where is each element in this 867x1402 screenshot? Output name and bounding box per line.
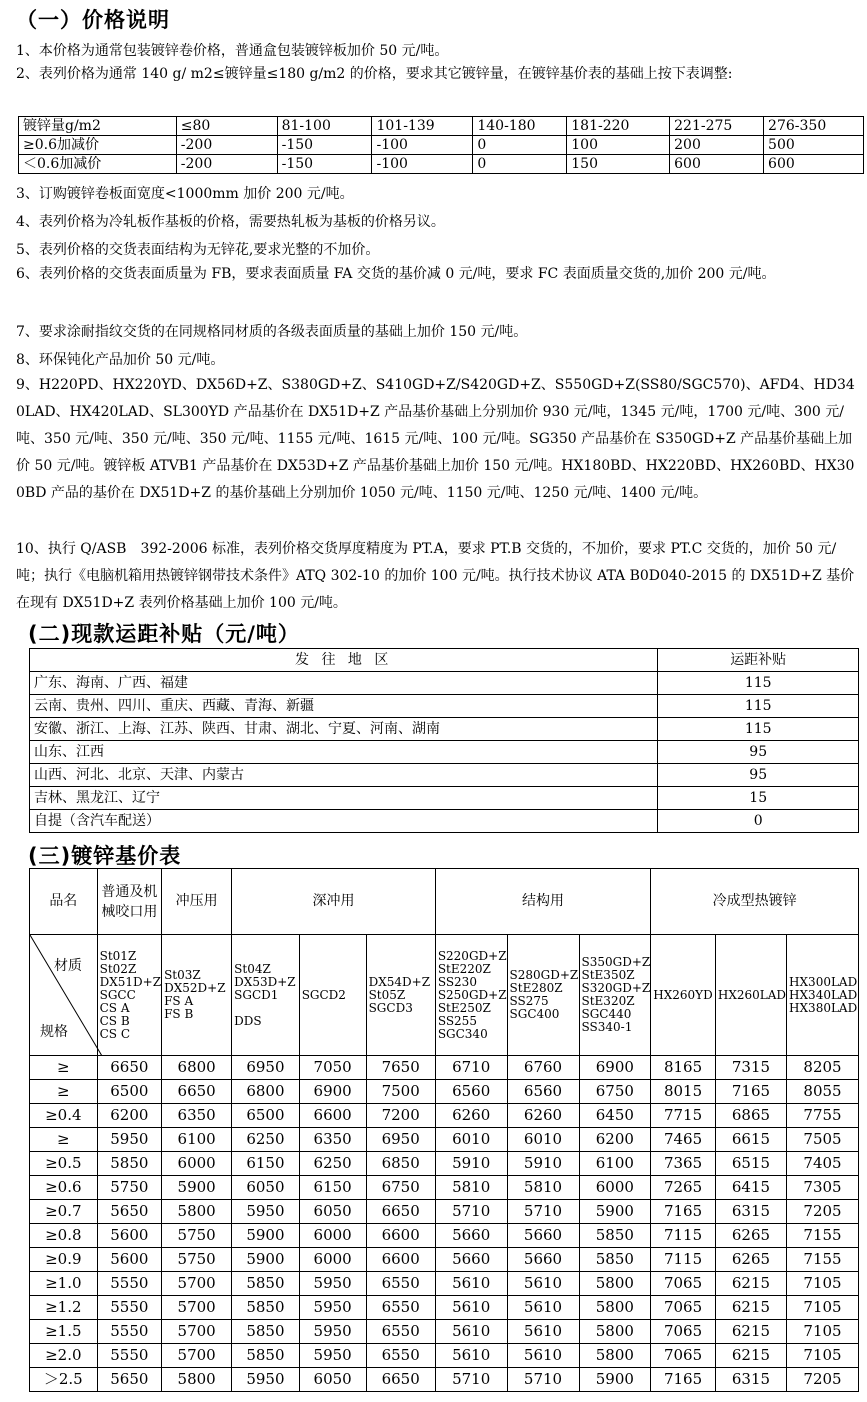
material-grade-cell: HX260LAD <box>715 935 786 1056</box>
region-cell: 云南、贵州、四川、重庆、西藏、青海、新疆 <box>30 695 658 718</box>
price-cell: 6215 <box>715 1344 786 1368</box>
price-cell: 5900 <box>232 1224 300 1248</box>
price-cell: 5660 <box>507 1224 579 1248</box>
price-cell: 6650 <box>366 1200 435 1224</box>
price-cell: 6100 <box>162 1128 232 1152</box>
thickness-cell: ≥0.7 <box>30 1200 98 1224</box>
zinc-table-cell: 0 <box>473 136 567 155</box>
header-common: 普通及机械咬口用 <box>97 869 161 935</box>
price-cell: 5610 <box>507 1320 579 1344</box>
subsidy-cell: 115 <box>658 695 859 718</box>
header-structural: 结构用 <box>435 869 650 935</box>
price-cell: 6315 <box>715 1200 786 1224</box>
price-cell: 5900 <box>232 1248 300 1272</box>
note-10: 10、执行 Q/ASB 392-2006 标准，表列价格交货厚度精度为 PT.A，要求 PT.B 交货的，不加价，要求 PT.C 交货的，加价 50 元/吨；执行《电脑机箱用热镀锌钢带技术条件》ATQ 302-10 的加价 100 元/吨。执行技术协议 ATA B0D040-2015 的 DX51D+Z 基价在现有 DX51D+Z 表列价格基础上加价 100 元/吨。 <box>16 541 855 611</box>
price-cell: 5660 <box>507 1248 579 1272</box>
price-cell: 5550 <box>97 1344 161 1368</box>
note-4: 4、表列价格为冷轧板作基板的价格，需要热轧板为基板的价格另议。 <box>16 214 445 230</box>
price-cell: 5850 <box>232 1344 300 1368</box>
section1-title: （一）价格说明 <box>16 8 170 32</box>
freight-row <box>30 741 859 764</box>
price-cell: 5610 <box>435 1344 507 1368</box>
price-cell: 5610 <box>435 1272 507 1296</box>
price-cell: 5800 <box>162 1368 232 1392</box>
price-cell: 7065 <box>651 1296 716 1320</box>
price-row <box>30 1080 859 1104</box>
region-cell: 吉林、黑龙江、辽宁 <box>30 787 658 810</box>
price-cell: 6865 <box>715 1104 786 1128</box>
thickness-cell: ≥ <box>30 1056 98 1080</box>
subsidy-cell: 95 <box>658 764 859 787</box>
price-cell: 7405 <box>787 1152 859 1176</box>
price-cell: 6215 <box>715 1272 786 1296</box>
price-cell: 7315 <box>715 1056 786 1080</box>
note-7: 7、要求涂耐指纹交货的在同规格同材质的各级表面质量的基础上加价 150 元/吨。 <box>16 324 528 340</box>
price-cell: 8165 <box>651 1056 716 1080</box>
zinc-table-cell: -150 <box>277 155 372 174</box>
zinc-table-row <box>19 155 864 174</box>
price-cell: 5950 <box>299 1344 366 1368</box>
price-cell: 5710 <box>435 1368 507 1392</box>
price-cell: 6760 <box>507 1056 579 1080</box>
header-product: 品名 <box>30 869 98 935</box>
price-cell: 6750 <box>579 1080 651 1104</box>
price-cell: 6010 <box>507 1128 579 1152</box>
subsidy-cell: 95 <box>658 741 859 764</box>
price-cell: 6200 <box>579 1128 651 1152</box>
price-cell: 7155 <box>787 1248 859 1272</box>
price-cell: 5900 <box>162 1176 232 1200</box>
price-cell: 7165 <box>651 1200 716 1224</box>
price-cell: 5750 <box>97 1176 161 1200</box>
price-cell: 6315 <box>715 1368 786 1392</box>
price-cell: 6250 <box>299 1152 366 1176</box>
price-cell: 7365 <box>651 1152 716 1176</box>
price-row <box>30 1320 859 1344</box>
price-cell: 6560 <box>507 1080 579 1104</box>
price-cell: 5650 <box>97 1200 161 1224</box>
price-cell: 5810 <box>507 1176 579 1200</box>
price-cell: 7065 <box>651 1320 716 1344</box>
price-cell: 5950 <box>232 1368 300 1392</box>
price-cell: 5660 <box>435 1224 507 1248</box>
price-cell: 5550 <box>97 1320 161 1344</box>
price-cell: 6600 <box>366 1224 435 1248</box>
zinc-table-cell: 600 <box>670 155 764 174</box>
price-cell: 6050 <box>232 1176 300 1200</box>
price-cell: 5550 <box>97 1296 161 1320</box>
price-cell: 6260 <box>435 1104 507 1128</box>
price-cell: 6500 <box>232 1104 300 1128</box>
price-cell: 6615 <box>715 1128 786 1152</box>
price-cell: 5650 <box>97 1368 161 1392</box>
zinc-table-cell: 500 <box>764 136 864 155</box>
price-cell: 5610 <box>507 1296 579 1320</box>
price-cell: 5750 <box>162 1248 232 1272</box>
price-cell: 5950 <box>97 1128 161 1152</box>
note-2: 2、表列价格为通常 140 g/ m2≤镀锌量≤180 g/m2 的价格，要求其它镀锌量，在镀锌基价表的基础上按下表调整: <box>16 66 733 82</box>
price-cell: 7165 <box>651 1368 716 1392</box>
price-cell: 6100 <box>579 1152 651 1176</box>
price-row <box>30 1368 859 1392</box>
zinc-table-cell: 0 <box>473 155 567 174</box>
price-cell: 6265 <box>715 1224 786 1248</box>
price-cell: 6200 <box>97 1104 161 1128</box>
section2-title: (二)现款运距补贴（元/吨） <box>28 622 300 646</box>
price-row <box>30 1104 859 1128</box>
region-cell: 自提（含汽车配送） <box>30 810 658 833</box>
price-cell: 7500 <box>366 1080 435 1104</box>
header-cold-formed: 冷成型热镀锌 <box>651 869 859 935</box>
header-deep-drawing: 深冲用 <box>232 869 436 935</box>
price-cell: 6000 <box>299 1248 366 1272</box>
region-cell: 安徽、浙江、上海、江苏、陕西、甘肃、湖北、宁夏、河南、湖南 <box>30 718 658 741</box>
price-cell: 6150 <box>232 1152 300 1176</box>
zinc-table-cell: 101-139 <box>372 117 473 136</box>
header-subsidy: 运距补贴 <box>658 649 859 672</box>
zinc-table-cell: -200 <box>176 155 277 174</box>
price-cell: 6450 <box>579 1104 651 1128</box>
price-cell: 6265 <box>715 1248 786 1272</box>
zinc-table-cell: 181-220 <box>567 117 670 136</box>
price-cell: 7105 <box>787 1296 859 1320</box>
price-cell: 5710 <box>507 1368 579 1392</box>
zinc-table-cell: -100 <box>372 155 473 174</box>
price-cell: 5600 <box>97 1224 161 1248</box>
price-cell: 5610 <box>507 1344 579 1368</box>
zinc-table-cell: 150 <box>567 155 670 174</box>
price-cell: 7105 <box>787 1344 859 1368</box>
price-cell: 5800 <box>579 1320 651 1344</box>
thickness-cell: ≥0.5 <box>30 1152 98 1176</box>
freight-row <box>30 764 859 787</box>
price-cell: 7305 <box>787 1176 859 1200</box>
spec-label: 规格 <box>40 1024 68 1040</box>
price-cell: 6600 <box>366 1248 435 1272</box>
price-cell: 6710 <box>435 1056 507 1080</box>
thickness-cell: ≥1.2 <box>30 1296 98 1320</box>
zinc-table-cell: 276-350 <box>764 117 864 136</box>
price-cell: 5900 <box>579 1200 651 1224</box>
freight-row <box>30 787 859 810</box>
price-cell: 5660 <box>435 1248 507 1272</box>
price-cell: 5610 <box>435 1320 507 1344</box>
price-cell: 7105 <box>787 1272 859 1296</box>
price-cell: 6950 <box>232 1056 300 1080</box>
price-row <box>30 1200 859 1224</box>
price-cell: 6010 <box>435 1128 507 1152</box>
price-row <box>30 1224 859 1248</box>
region-cell: 山东、江西 <box>30 741 658 764</box>
freight-header-row <box>30 649 859 672</box>
price-cell: 5750 <box>162 1224 232 1248</box>
material-grade-cell: S280GD+Z StE280Z SS275 SGC400 <box>507 935 579 1056</box>
price-row <box>30 1176 859 1200</box>
price-cell: 7165 <box>715 1080 786 1104</box>
price-cell: 8015 <box>651 1080 716 1104</box>
price-cell: 6650 <box>366 1368 435 1392</box>
material-grade-cell: HX260YD <box>651 935 716 1056</box>
price-cell: 5850 <box>579 1224 651 1248</box>
price-cell: 5700 <box>162 1296 232 1320</box>
price-cell: 7755 <box>787 1104 859 1128</box>
zinc-table-cell: 200 <box>670 136 764 155</box>
price-cell: 7115 <box>651 1224 716 1248</box>
price-row <box>30 1272 859 1296</box>
price-cell: 5610 <box>507 1272 579 1296</box>
price-cell: 7205 <box>787 1368 859 1392</box>
material-grade-cell: S220GD+Z StE220Z SS230 S250GD+Z StE250Z SS255 SGC340 <box>435 935 507 1056</box>
zinc-table-cell: ≤80 <box>176 117 277 136</box>
material-grade-cell: St03Z DX52D+Z FS A FS B <box>162 935 232 1056</box>
subsidy-cell: 15 <box>658 787 859 810</box>
note-1: 1、本价格为通常包装镀锌卷价格，普通盒包装镀锌板加价 50 元/吨。 <box>16 43 449 59</box>
price-cell: 8205 <box>787 1056 859 1080</box>
freight-row <box>30 672 859 695</box>
header-stamping: 冲压用 <box>162 869 232 935</box>
price-row <box>30 1248 859 1272</box>
price-row <box>30 1296 859 1320</box>
price-cell: 7205 <box>787 1200 859 1224</box>
price-row <box>30 1344 859 1368</box>
price-cell: 5800 <box>579 1272 651 1296</box>
freight-subsidy-table <box>29 648 859 833</box>
region-cell: 广东、海南、广西、福建 <box>30 672 658 695</box>
price-row <box>30 1056 859 1080</box>
thickness-cell: ≥0.8 <box>30 1224 98 1248</box>
zinc-table-cell: 100 <box>567 136 670 155</box>
price-cell: 6750 <box>366 1176 435 1200</box>
price-cell: 5850 <box>232 1272 300 1296</box>
price-cell: 6050 <box>299 1368 366 1392</box>
material-grade-cell: St04Z DX53D+Z SGCD1 DDS <box>232 935 300 1056</box>
price-cell: 5950 <box>232 1200 300 1224</box>
price-cell: 5950 <box>299 1320 366 1344</box>
price-cell: 7050 <box>299 1056 366 1080</box>
zinc-table-cell: 140-180 <box>473 117 567 136</box>
price-cell: 6900 <box>579 1056 651 1080</box>
zinc-table-row <box>19 136 864 155</box>
price-cell: 5800 <box>579 1344 651 1368</box>
price-cell: 6560 <box>435 1080 507 1104</box>
header-region: 发 往 地 区 <box>30 649 658 672</box>
price-cell: 5850 <box>97 1152 161 1176</box>
zinc-table-cell: -100 <box>372 136 473 155</box>
section3-title: (三)镀锌基价表 <box>28 844 182 868</box>
price-cell: 6800 <box>162 1056 232 1080</box>
material-grade-cell: DX54D+Z St05Z SGCD3 <box>366 935 435 1056</box>
price-cell: 6650 <box>162 1080 232 1104</box>
price-cell: 5850 <box>232 1296 300 1320</box>
price-cell: 5950 <box>299 1272 366 1296</box>
material-grade-cell: St01Z St02Z DX51D+Z SGCC CS A CS B CS C <box>97 935 161 1056</box>
price-cell: 7200 <box>366 1104 435 1128</box>
price-cell: 6050 <box>299 1200 366 1224</box>
subsidy-cell: 115 <box>658 672 859 695</box>
note-3: 3、订购镀锌卷板面宽度<1000mm 加价 200 元/吨。 <box>16 186 354 202</box>
price-cell: 6350 <box>299 1128 366 1152</box>
thickness-cell: ≥ <box>30 1080 98 1104</box>
price-cell: 6215 <box>715 1296 786 1320</box>
note-8: 8、环保钝化产品加价 50 元/吨。 <box>16 352 225 368</box>
price-cell: 5610 <box>435 1296 507 1320</box>
price-cell: 6850 <box>366 1152 435 1176</box>
zinc-table-cell: 81-100 <box>277 117 372 136</box>
price-cell: 6415 <box>715 1176 786 1200</box>
price-cell: 5700 <box>162 1320 232 1344</box>
price-cell: 6500 <box>97 1080 161 1104</box>
price-cell: 6900 <box>299 1080 366 1104</box>
thickness-cell: ≥0.6 <box>30 1176 98 1200</box>
price-cell: 6550 <box>366 1296 435 1320</box>
price-cell: 5850 <box>232 1320 300 1344</box>
price-cell: 6515 <box>715 1152 786 1176</box>
material-grade-cell: HX300LAD HX340LAD HX380LAD <box>787 935 859 1056</box>
thickness-cell: ≥1.0 <box>30 1272 98 1296</box>
price-cell: 6000 <box>579 1176 651 1200</box>
price-cell: 7065 <box>651 1272 716 1296</box>
price-cell: 6150 <box>299 1176 366 1200</box>
price-cell: 8055 <box>787 1080 859 1104</box>
price-cell: 7465 <box>651 1128 716 1152</box>
price-cell: 5700 <box>162 1344 232 1368</box>
price-cell: 5910 <box>507 1152 579 1176</box>
price-cell: 6800 <box>232 1080 300 1104</box>
price-cell: 6000 <box>299 1224 366 1248</box>
zinc-table-cell: ≥0.6加减价 <box>19 136 177 155</box>
zinc-table-cell: 221-275 <box>670 117 764 136</box>
price-cell: 5700 <box>162 1272 232 1296</box>
note-6: 6、表列价格的交货表面质量为 FB，要求表面质量 FA 交货的基价减 0 元/吨，要求 FC 表面质量交货的,加价 200 元/吨。 <box>16 266 776 282</box>
price-cell: 5850 <box>579 1248 651 1272</box>
price-cell: 6260 <box>507 1104 579 1128</box>
material-label: 材质 <box>54 958 82 974</box>
price-cell: 6600 <box>299 1104 366 1128</box>
price-cell: 5800 <box>162 1200 232 1224</box>
region-cell: 山西、河北、北京、天津、内蒙古 <box>30 764 658 787</box>
subsidy-cell: 0 <box>658 810 859 833</box>
thickness-cell: ≥2.0 <box>30 1344 98 1368</box>
price-cell: 6550 <box>366 1344 435 1368</box>
material-grade-cell: S350GD+Z StE350Z S320GD+Z StE320Z SGC440 SS340-1 <box>579 935 651 1056</box>
price-cell: 5710 <box>507 1200 579 1224</box>
price-cell: 6350 <box>162 1104 232 1128</box>
price-cell: 5600 <box>97 1248 161 1272</box>
thickness-cell: ≥1.5 <box>30 1320 98 1344</box>
price-cell: 5550 <box>97 1272 161 1296</box>
price-cell: 7065 <box>651 1344 716 1368</box>
note-9: 9、H220PD、HX220YD、DX56D+Z、S380GD+Z、S410GD+Z/S420GD+Z、S550GD+Z(SS80/SGC570)、AFD4、HD340LAD、HX420LAD、SL300YD 产品基价在 DX51D+Z 产品基价基础上分别加价 930 元/吨，1345 元/吨，1700 元/吨、300 元/吨、350 元/吨、350 元/吨、350 元/吨、1155 元/吨、1615 元/吨、100 元/吨。SG350 产品基价在 S350GD+Z 产品基价基础上加价 50 元/吨。镀锌板 ATVB1 产品基价在 DX53D+Z 产品基价基础上加价 150 元/吨。HX180BD、HX220BD、HX260BD、HX300BD 产品的基价在 DX51D+Z 的基价基础上分别加价 1050 元/吨、1150 元/吨、1250 元/吨、1400 元/吨。 <box>16 377 855 501</box>
price-cell: 6250 <box>232 1128 300 1152</box>
freight-row <box>30 695 859 718</box>
header-diagonal-cell <box>30 935 98 1056</box>
price-row <box>30 1128 859 1152</box>
price-cell: 5800 <box>579 1296 651 1320</box>
zinc-table-cell: 镀锌量g/m2 <box>19 117 177 136</box>
price-cell: 7155 <box>787 1224 859 1248</box>
price-cell: 7105 <box>787 1320 859 1344</box>
zinc-table-cell: ＜0.6加减价 <box>19 155 177 174</box>
note-5: 5、表列价格的交货表面结构为无锌花,要求光整的不加价。 <box>16 242 380 258</box>
thickness-cell: ≥0.4 <box>30 1104 98 1128</box>
zinc-table-row <box>19 117 864 136</box>
price-cell: 6950 <box>366 1128 435 1152</box>
price-cell: 7505 <box>787 1128 859 1152</box>
subsidy-cell: 115 <box>658 718 859 741</box>
zinc-adjust-table <box>18 116 864 174</box>
price-cell: 6550 <box>366 1272 435 1296</box>
zinc-table-cell: -200 <box>176 136 277 155</box>
price-cell: 7265 <box>651 1176 716 1200</box>
price-cell: 5950 <box>299 1296 366 1320</box>
thickness-cell: ＞2.5 <box>30 1368 98 1392</box>
price-cell: 5910 <box>435 1152 507 1176</box>
thickness-cell: ≥ <box>30 1128 98 1152</box>
material-grade-cell: SGCD2 <box>299 935 366 1056</box>
price-cell: 5710 <box>435 1200 507 1224</box>
price-row <box>30 1152 859 1176</box>
freight-row <box>30 810 859 833</box>
price-cell: 6650 <box>97 1056 161 1080</box>
price-cell: 6550 <box>366 1320 435 1344</box>
price-cell: 7115 <box>651 1248 716 1272</box>
price-cell: 7650 <box>366 1056 435 1080</box>
base-price-table <box>29 868 859 1392</box>
price-cell: 5900 <box>579 1368 651 1392</box>
price-cell: 6000 <box>162 1152 232 1176</box>
zinc-table-cell: -150 <box>277 136 372 155</box>
price-cell: 7715 <box>651 1104 716 1128</box>
thickness-cell: ≥0.9 <box>30 1248 98 1272</box>
freight-row <box>30 718 859 741</box>
price-cell: 6215 <box>715 1320 786 1344</box>
price-cell: 5810 <box>435 1176 507 1200</box>
zinc-table-cell: 600 <box>764 155 864 174</box>
